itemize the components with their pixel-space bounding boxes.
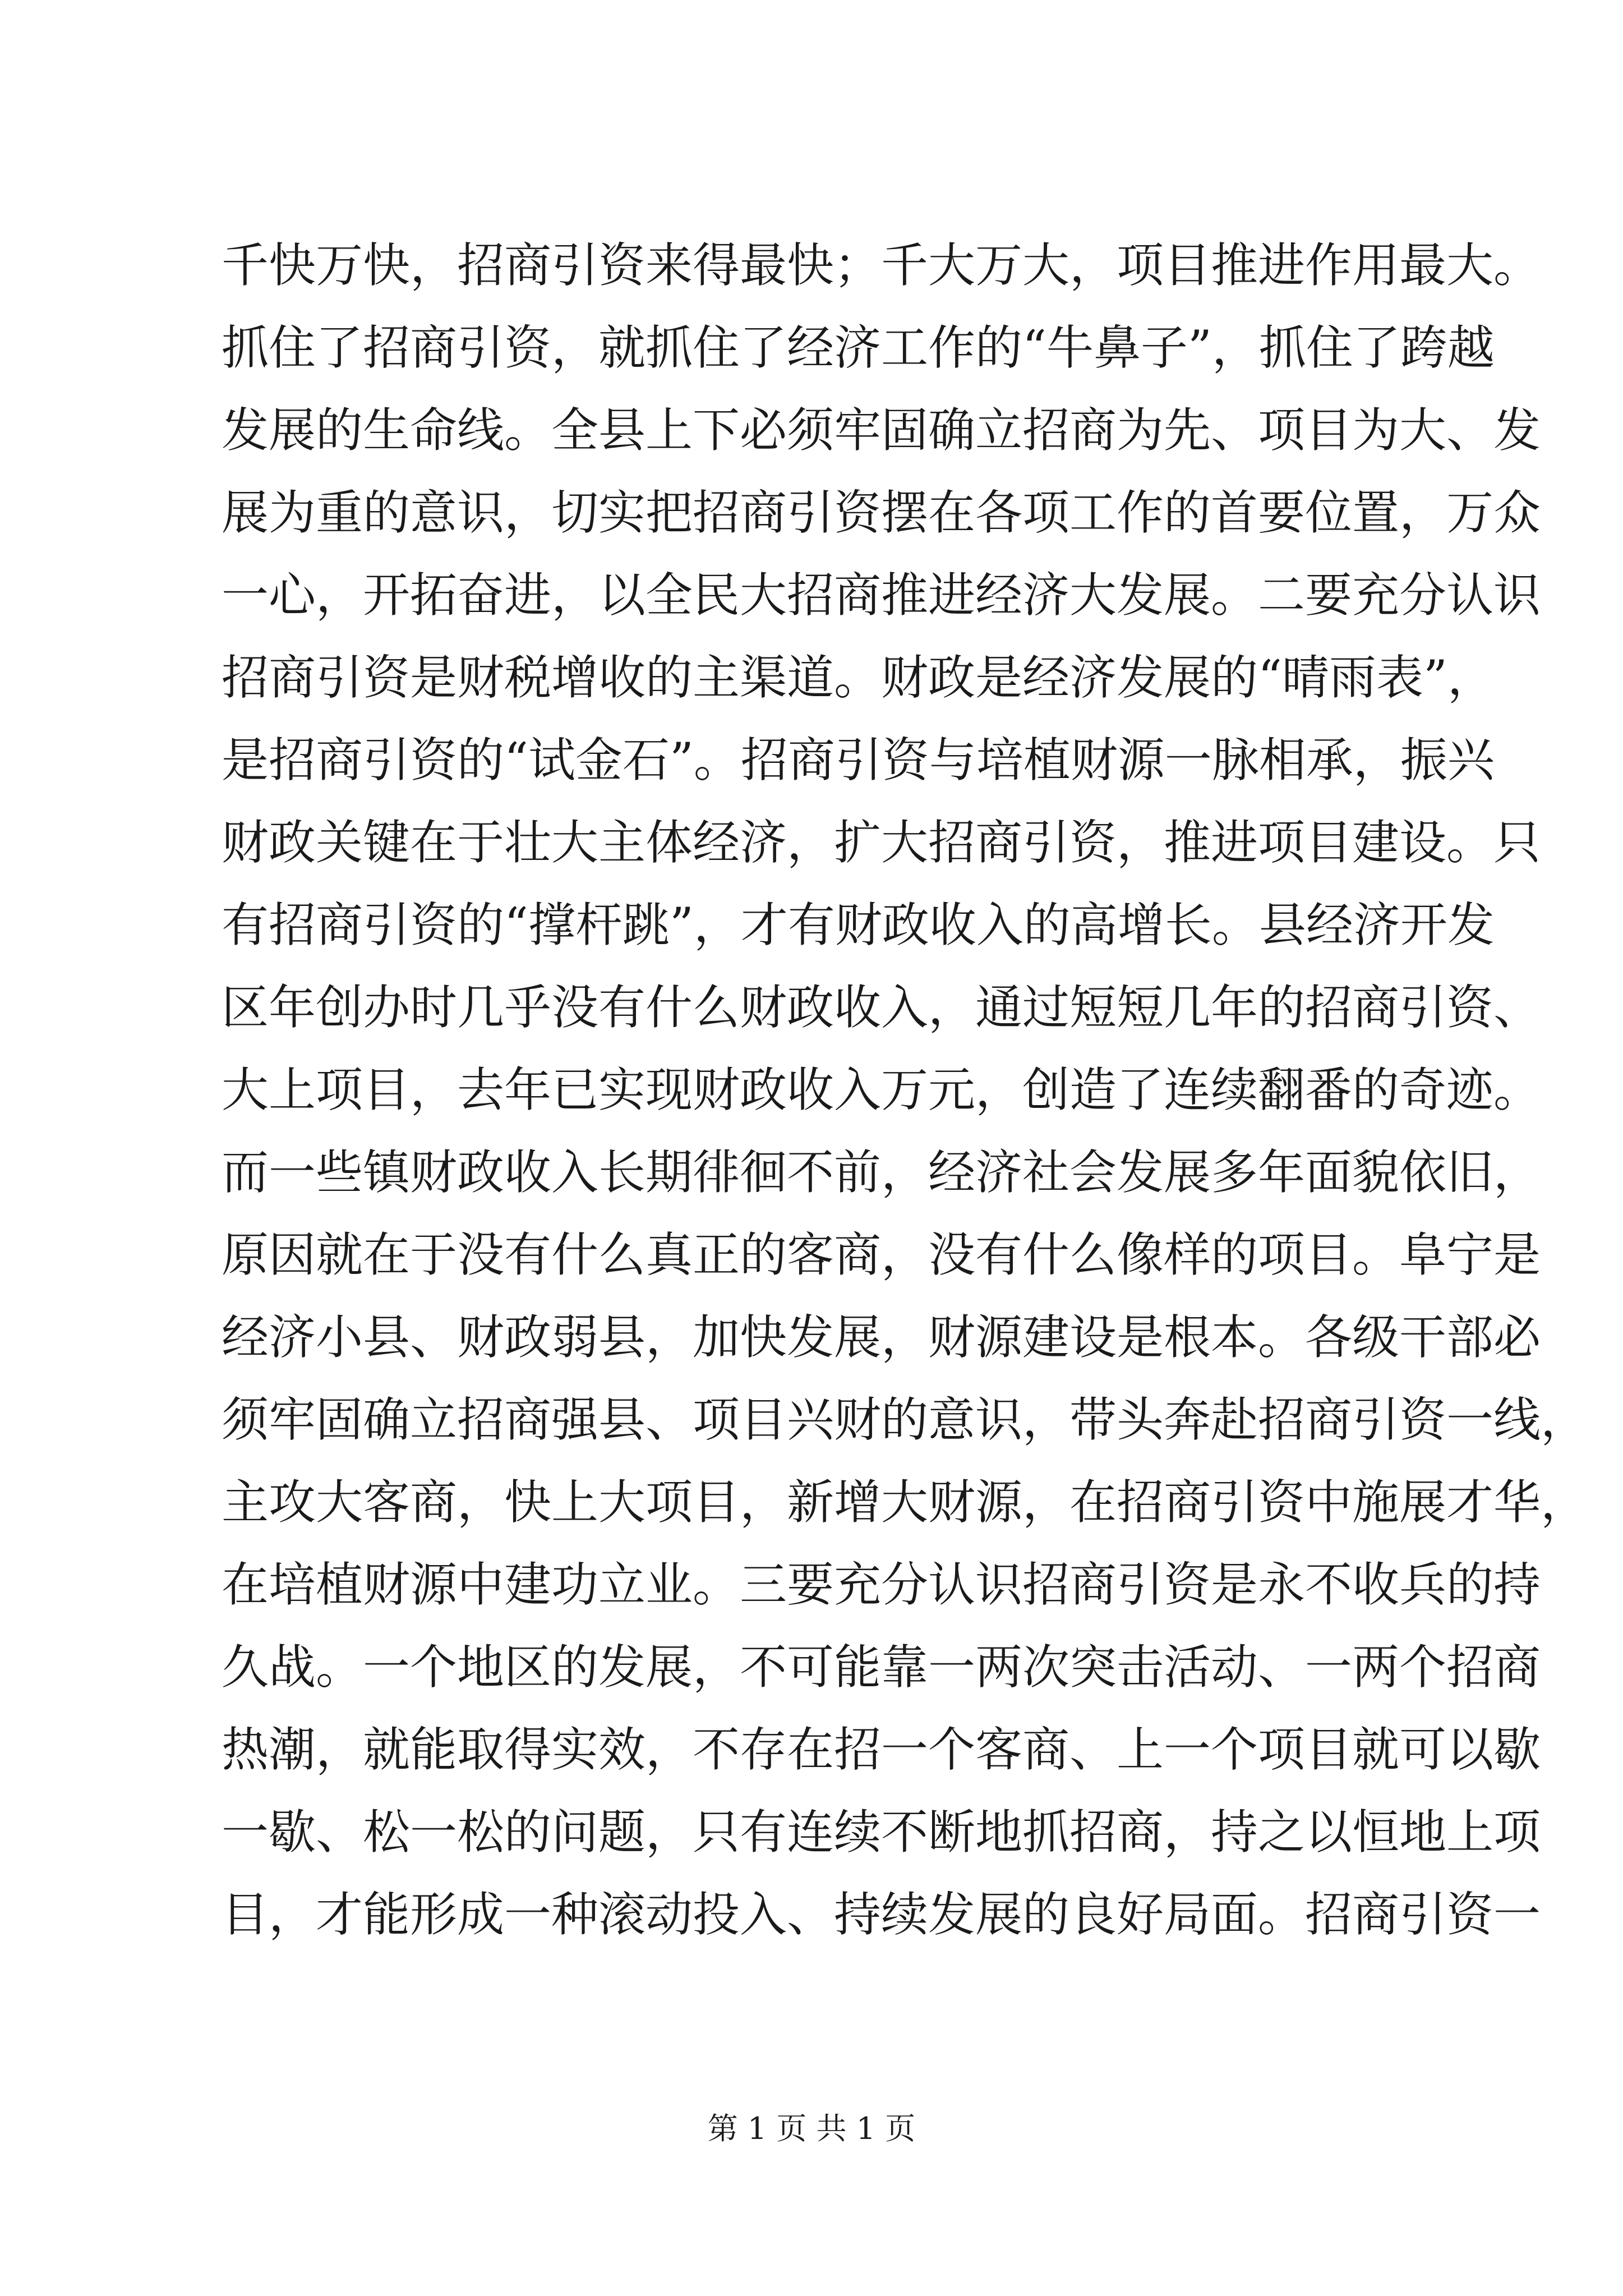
text-line: 抓住了招商引资，就抓住了经济工作的“牛鼻子”，抓住了跨越 [222,320,1495,375]
text-line: 是招商引资的“试金石”。招商引资与培植财源一脉相承，振兴 [222,733,1495,788]
text-line: 招商引资是财税增收的主渠道。财政是经济发展的“晴雨表”， [222,650,1495,705]
text-line: 经济小县、财政弱县，加快发展，财源建设是根本。各级干部必 [222,1310,1541,1365]
text-line: 千快万快，招商引资来得最快；千大万大，项目推进作用最大。 [222,238,1541,293]
text-line: 目，才能形成一种滚动投入、持续发展的良好局面。招商引资一 [222,1887,1541,1942]
text-line: 有招商引资的“撑杆跳”，才有财政收入的高增长。县经济开发 [222,898,1495,953]
text-line: 展为重的意识，切实把招商引资摆在各项工作的首要位置，万众 [222,485,1541,540]
text-line: 久战。一个地区的发展，不可能靠一两次突击活动、一两个招商 [222,1640,1541,1695]
text-line: 主攻大客商，快上大项目，新增大财源，在招商引资中施展才华， [222,1475,1588,1530]
text-line: 原因就在于没有什么真正的客商，没有什么像样的项目。阜宁是 [222,1227,1541,1282]
text-line: 发展的生命线。全县上下必须牢固确立招商为先、项目为大、发 [222,403,1541,458]
text-line: 热潮，就能取得实效，不存在招一个客商、上一个项目就可以歇 [222,1722,1541,1777]
text-line: 须牢固确立招商强县、项目兴财的意识，带头奔赴招商引资一线， [222,1392,1588,1447]
text-line: 大上项目，去年已实现财政收入万元，创造了连续翻番的奇迹。 [222,1062,1541,1117]
text-line: 而一些镇财政收入长期徘徊不前，经济社会发展多年面貌依旧， [222,1145,1541,1200]
page-footer: 第 1 页 共 1 页 [707,2111,916,2146]
text-line: 区年创办时几乎没有什么财政收入，通过短短几年的招商引资、 [222,980,1541,1035]
body-text [222,224,1588,1956]
text-line: 在培植财源中建功立业。三要充分认识招商引资是永不收兵的持 [222,1557,1541,1612]
text-line: 一心，开拓奋进，以全民大招商推进经济大发展。二要充分认识 [222,568,1541,623]
text-line: 一歇、松一松的问题，只有连续不断地抓招商，持之以恒地上项 [222,1805,1541,1860]
text-line: 财政关键在于壮大主体经济，扩大招商引资，推进项目建设。只 [222,815,1541,870]
